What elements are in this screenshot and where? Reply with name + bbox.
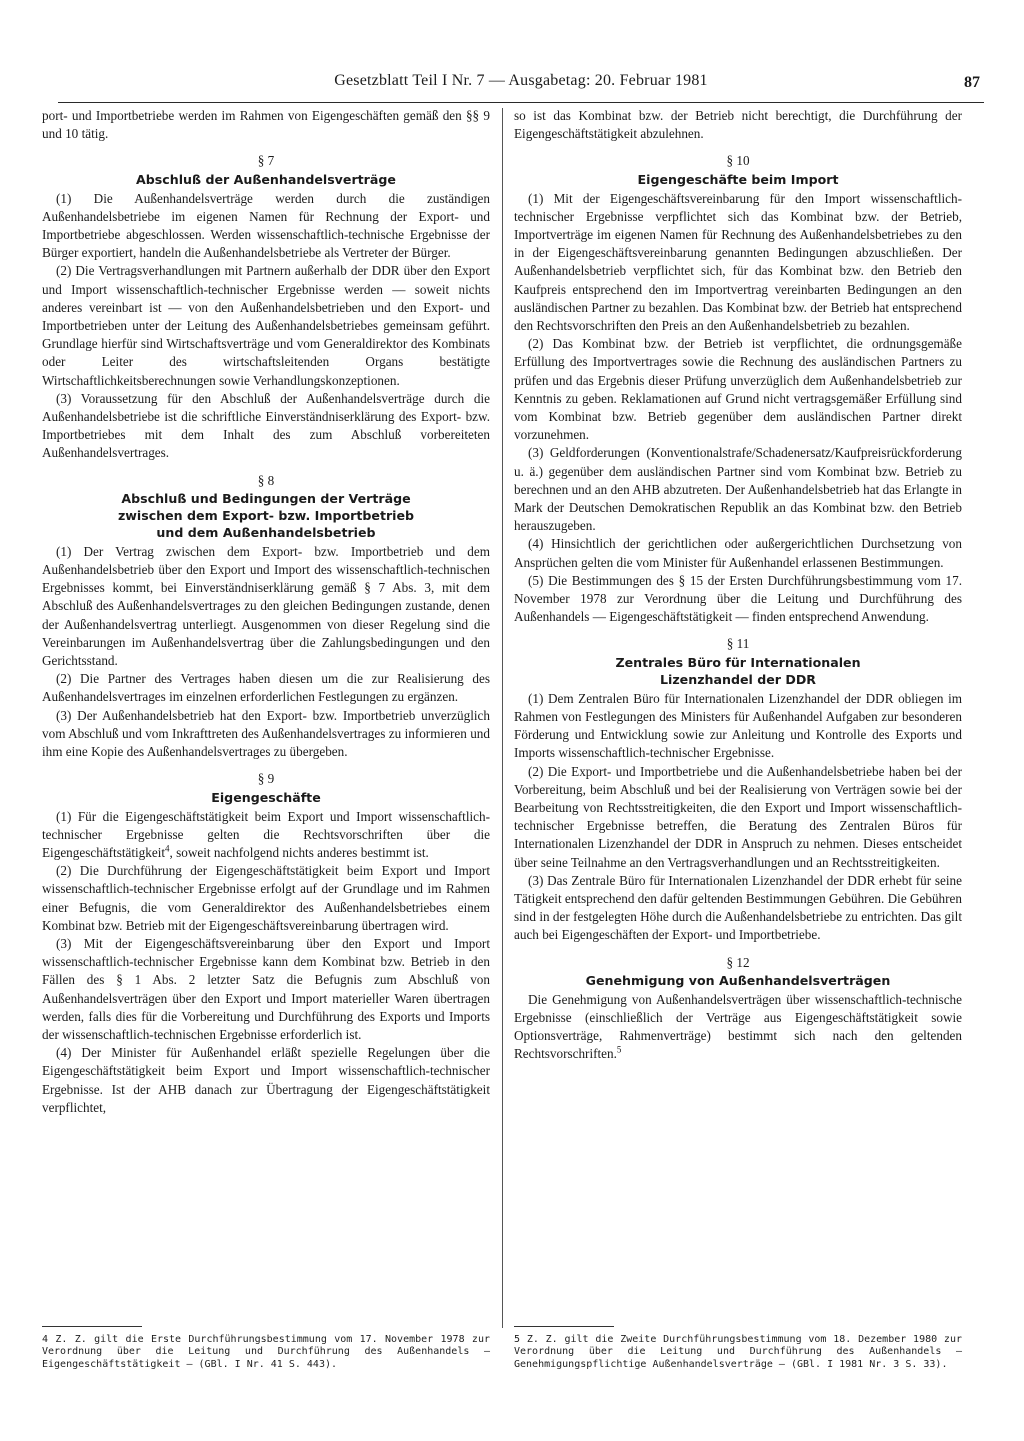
section-10-title: Eigengeschäfte beim Import [637, 171, 839, 187]
section-9-paragraph-2: (2) Die Durchführung der Eigengeschäftstätigkeit beim Export und Import wissenschaftlich-technischer Ergebnisse erfolgt auf der Grundlage und im Rahmen einer Befugnis, die vom Generaldirektor des Außenhandelsbetriebes einem Kombinat bzw. Betrieb mit der Eigengeschäftsvereinbarung übertragen wird. [42, 863, 490, 933]
footnote-4: 4 Z. Z. gilt die Erste Durchführungsbestimmung vom 17. November 1978 zur Verordnung über die Leitung und Durchführung des Außenhandels — Eigengeschäftstätigkeit — (GBl. I Nr. 41 S. 443). [42, 1334, 490, 1370]
footnote-ref-5[interactable]: 5 [616, 1044, 622, 1055]
section-10-paragraph-1: (1) Mit der Eigengeschäftsvereinbarung für den Import wissenschaftlich-technischer Ergebnisse verpflichtet sich das Kombinat bzw. der Betrieb, Importverträge im eigenen Namen für Rechnung des Außenhandelsbetriebes zu den in der Eigengeschäftsvereinbarung genannten Bedingungen abzuschließen. Der Außenhandelsbetrieb verpflichtet sich, für das Kombinat bzw. den Betrieb den Kaufpreis entsprechend den im Importvertrag vereinbarten Bedingungen an den ausländischen Partner zu bezahlen. Das Kombinat bzw. der Betrieb hat entsprechend den Rechtsvorschriften den Preis an den Außenhandelsbetrieb zu bezahlen. [514, 190, 962, 334]
section-11-title-line-2: Lizenzhandel der DDR [660, 671, 816, 687]
section-10-number: § 10 [726, 153, 750, 169]
section-11-title-line-1: Zentrales Büro für Internationalen [615, 654, 861, 670]
section-9-paragraph-1-text-a: (1) Für die Eigengeschäftstätigkeit beim Export und Import wissenschaftlich-technischer Ergebnisse gelten die Rechtsvorschriften über die Eigengeschäftstätigkeit [42, 808, 490, 860]
footnote-rule-right [514, 1326, 614, 1327]
section-12-paragraph-1 [514, 991, 962, 1064]
section-9-title: Eigengeschäfte [211, 789, 321, 805]
right-column [514, 107, 962, 1064]
section-7-title: Abschluß der Außenhandelsverträge [136, 171, 396, 187]
section-12-title: Genehmigung von Außenhandelsverträgen [585, 972, 891, 988]
section-7-paragraph-1: (1) Die Außenhandelsverträge werden durch die zuständigen Außenhandelsbetriebe im eigenen Namen für Rechnung der Export- und Importbetriebe abgeschlossen. Werden wissenschaftlich-technische Ergebnisse der Bürger exportiert, handeln die Außenhandelsbetriebe als Vertreter der Bürger. [42, 190, 490, 261]
section-8-number: § 8 [257, 472, 275, 488]
section-9-paragraph-1-text-b: , soweit nachfolgend nichts anderes bestimmt ist. [169, 844, 429, 860]
section-8-paragraph-1: (1) Der Vertrag zwischen dem Export- bzw. Importbetrieb und dem Außenhandelsbetrieb über den Export und Import des wissenschaftlich-technischen Ergebnisses kommt, bei Einverständniserklärung gemäß § 7 Abs. 3, mit dem Abschluß des Außenhandelsvertrages zu den gleichen Bedingungen zustande, denen der Außenhandelsvertrag unterliegt. Ausgenommen von dieser Regelung sind die Vereinbarungen im Außenhandelsvertrag über die Zahlungsbedingungen und den Gerichtsstand. [42, 543, 490, 669]
column-divider [502, 108, 503, 1328]
section-8-paragraph-2: (2) Die Partner des Vertrages haben diesen um die zur Realisierung des Außenhandelsvertrages im einzelnen erforderlichen Festlegungen zu ergänzen. [42, 671, 490, 705]
section-9-paragraph-4: (4) Der Minister für Außenhandel erläßt spezielle Regelungen über die Eigengeschäftstätigkeit beim Export und Import wissenschaftlich-technischer Ergebnisse. Ist der AHB danach zur Übertragung der Eigengeschäftstätigkeit verpflichtet, [42, 1045, 490, 1115]
section-11-number: § 11 [726, 636, 750, 652]
footnote-rule-left [42, 1326, 142, 1327]
section-11-paragraph-2: (2) Die Export- und Importbetriebe und die Außenhandelsbetriebe haben bei der Vorbereitung, beim Abschluß und bei der Realisierung von Verträgen sowie bei der Bearbeitung von Rechtsstreitigkeiten, die den Export und Import wissenschaftlich-technischer Ergebnisse betreffen, die Beratung des Zentralen Büros für Internationalen Lizenzhandel der DDR in Anspruch zu nehmen. Dieses entscheidet über seine Teilnahme an den Vertragsverhandlungen und an Rechtsstreitigkeiten. [514, 763, 962, 870]
left-column [42, 107, 490, 1117]
section-8-title-line-1: Abschluß und Bedingungen der Verträge [121, 490, 411, 506]
section-9-number: § 9 [257, 771, 275, 787]
section-10-paragraph-2: (2) Das Kombinat bzw. der Betrieb ist verpflichtet, die ordnungsgemäße Erfüllung des Importvertrages sowie die Rechnung des ausländischen Partners zu prüfen und das Ergebnis dieser Prüfung unverzüglich dem Außenhandelsbetrieb zur Kenntnis zu geben. Reklamationen auf Grund nicht vertragsgemäßer Erfüllung sind vom Kombinat bzw. Betrieb gegenüber dem ausländischen Partner direkt vorzunehmen. [514, 336, 962, 443]
header-title: Gesetzblatt Teil I Nr. 7 — Ausgabetag: 20. Februar 1981 [334, 72, 708, 89]
section-8-title [42, 490, 490, 541]
footnote-ref-4[interactable]: 4 [165, 843, 170, 854]
section-12-paragraph-1-text: Die Genehmigung von Außenhandelsverträgen über wissenschaftlich-technische Ergebnisse (einschließlich der Verträge aus Eigengeschäftstätigkeit sowie Optionsverträge, Rahmenverträge) bestimmt sich nach den geltenden Rechtsvorschriften. [514, 991, 962, 1062]
footnote-5: 5 Z. Z. gilt die Zweite Durchführungsbestimmung vom 18. Dezember 1980 zur Verordnung über die Leitung und Durchführung des Außenhandels — Genehmigungspflichtige Außenhandelsverträge — (GBl. I 1981 Nr. 3 S. 33). [514, 1334, 962, 1370]
section-7-paragraph-3: (3) Voraussetzung für den Abschluß der Außenhandelsverträge durch die Außenhandelsbetriebe ist die schriftliche Einverständniserklärung des Export- bzw. Importbetriebes mit dem Inhalt des zum Abschluß vorbereiteten Außenhandelsvertrages. [42, 390, 490, 461]
section-8-title-line-2: zwischen dem Export- bzw. Importbetrieb [117, 507, 415, 523]
section-10-paragraph-4: (4) Hinsichtlich der gerichtlichen oder außergerichtlichen Durchsetzung von Ansprüchen gelten die vom Minister für Außenhandel erlassenen Bestimmungen. [514, 536, 962, 570]
section-9-paragraph-3: (3) Mit der Eigengeschäftsvereinbarung über den Export und Import wissenschaftlich-technischer Ergebnisse kann dem Kombinat bzw. Betrieb in den Fällen des § 1 Abs. 2 letzter Satz die Befugnis zum Abschluß von Außenhandelsverträgen über den Export und Import materieller Waren übertragen werden, falls dies für die Vorbereitung und Durchführung des Exports und Imports der wissenschaftlich-technischen Ergebnisse erforderlich ist. [42, 935, 490, 1042]
section-7-number: § 7 [257, 153, 275, 169]
intro-paragraph: port- und Importbetriebe werden im Rahmen von Eigengeschäften gemäß den §§ 9 und 10 tätig. [42, 108, 490, 142]
section-7-paragraph-2: (2) Die Vertragsverhandlungen mit Partnern außerhalb der DDR über den Export und Import wissenschaftlich-technischer Ergebnisse werden — soweit nichts anderes vereinbart ist — von den Außenhandelsbetrieben und den Export- und Importbetrieben unter der Leitung des Außenhandelsbetriebes gemeinsam geführt. Grundlage hierfür sind Wirtschaftsverträge und vom Generaldirektor des Kombinats oder Leiter des wirtschaftsleitenden Organs bestätigte Wirtschaftlichkeitsberechnungen sowie Verhandlungskonzeptionen. [42, 263, 490, 388]
section-10-paragraph-3: (3) Geldforderungen (Konventionalstrafe/Schadenersatz/Kaufpreisrückforderung u. ä.) gegenüber dem ausländischen Partner sind vom Kombinat bzw. Betrieb zu berechnen und an den AHB abzutreten. Der Außenhandelsbetrieb hat das Erlangte in Mark der Deutschen Demokratischen Republik an das Kombinat bzw. den Betrieb herauszugeben. [514, 445, 962, 534]
section-12-number: § 12 [726, 954, 750, 970]
section-11-title [514, 654, 962, 688]
section-10-paragraph-5: (5) Die Bestimmungen des § 15 der Ersten Durchführungsbestimmung vom 17. November 1978 zur Verordnung über die Leitung und Durchführung des Außenhandels — Eigengeschäftstätigkeit — finden entsprechend Anwendung. [514, 572, 962, 625]
section-8-paragraph-3: (3) Der Außenhandelsbetrieb hat den Export- bzw. Importbetrieb unverzüglich vom Abschluß und vom Inkrafttreten des Außenhandelsvertrages zu informieren und ihm eine Kopie des Außenhandelsvertrages zu übergeben. [42, 707, 490, 760]
page-header [58, 72, 984, 103]
section-8-title-line-3: und dem Außenhandelsbetrieb [156, 524, 376, 540]
page-number: 87 [964, 74, 980, 91]
section-9-paragraph-1 [42, 808, 490, 863]
section-11-paragraph-1: (1) Dem Zentralen Büro für Internationalen Lizenzhandel der DDR obliegen im Rahmen von Festlegungen des Ministers für Außenhandel Aufgaben zur besonderen Förderung und Entwicklung sowie zur Anleitung und Kontrolle des Exports und Imports wissenschaftlich-technischer Ergebnisse. [514, 690, 962, 761]
section-11-paragraph-3: (3) Das Zentrale Büro für Internationalen Lizenzhandel der DDR erhebt für seine Tätigkeit entsprechend den dafür geltenden Bestimmungen Gebühren. Die Gebühren sind in der festgelegten Höhe durch die Außenhandelsbetriebe zu entrichten. Das gilt auch bei Eigengeschäften der Export- und Importbetriebe. [514, 872, 962, 943]
continuation-paragraph: so ist das Kombinat bzw. der Betrieb nicht berechtigt, die Durchführung der Eigengeschäftstätigkeit abzulehnen. [514, 108, 962, 142]
